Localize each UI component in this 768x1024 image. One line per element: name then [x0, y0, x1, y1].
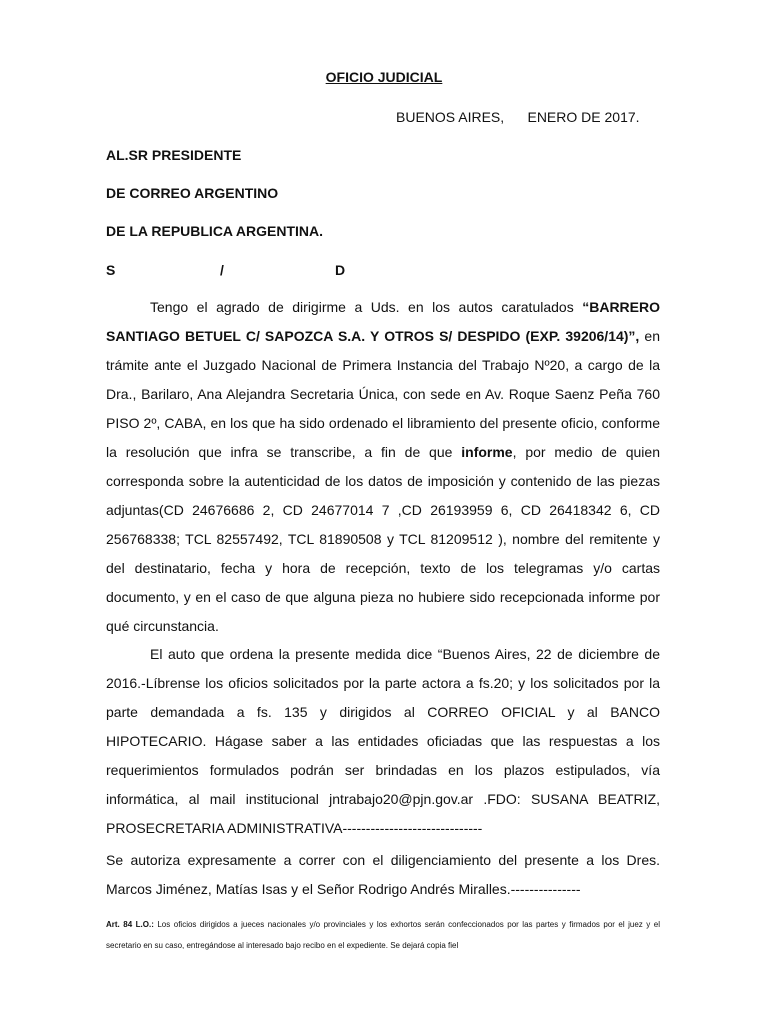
paragraph-2 [106, 640, 660, 843]
para3-text: Se autoriza expresamente a correr con el diligenciamiento del presente a los Dres. Marcos Jiménez, Matías Isas y el Señor Rodrigo Andrés Miralles.--------------- [106, 852, 660, 897]
para1-mid: en trámite ante el Juzgado Nacional de Primera Instancia del Trabajo Nº20, a cargo de la Dra., Barilaro, Ana Alejandra Secretaria Única, con sede en Av. Roque Saenz Peña 760 PISO 2º, CABA, en los que ha sido ordenado el libramiento del presente oficio, conforme la resolución que infra se transcribe, a fin de que [106, 328, 660, 460]
para1-intro: Tengo el agrado de dirigirme a Uds. en los autos caratulados [150, 299, 583, 315]
paragraph-3 [106, 846, 660, 904]
sd-slash: / [220, 262, 224, 278]
addressee-line-1: AL.SR PRESIDENTE [106, 147, 242, 163]
footnote-text: Los oficios dirigidos a jueces nacionales y/o provinciales y los exhortos serán confeccionados por las partes y firmados por el juez y el secretario en su caso, entregándose al interesado bajo recibo en el expediente. Se dejará copia fiel [106, 920, 661, 950]
sd-d: D [335, 262, 346, 278]
addressee-line-2: DE CORREO ARGENTINO [106, 185, 279, 201]
para1-rest: , por medio de quien corresponda sobre la autenticidad de los datos de imposición y contenido de las piezas adjuntas(CD 24676686 2, CD 24677014 7 ,CD 26193959 6, CD 26418342 6, CD 256768338; TCL 82557492, TCL 81890508 y TCL 81209512 ), nombre del remitente y del destinatario, fecha y hora de recepción, texto de los telegramas y/o cartas documento, y en el caso de que alguna pieza no hubiere sido recepcionada informe por qué circunstancia. [106, 444, 660, 634]
footnote [106, 914, 660, 956]
paragraph-1 [106, 293, 660, 641]
sd-line [106, 262, 346, 280]
informe-word: informe [461, 444, 513, 460]
footnote-label: Art. 84 L.O.: [106, 920, 154, 929]
para2-text: El auto que ordena la presente medida dice “Buenos Aires, 22 de diciembre de 2016.-Líbrense los oficios solicitados por la parte actora a fs.20; y los solicitados por la parte demandada a fs. 135 y dirigidos al CORREO OFICIAL y al BANCO HIPOTECARIO. Hágase saber a las entidades oficiadas que las respuestas a los requerimientos formulados podrán ser brindadas en los plazos estipulados, vía informática, al mail institucional jntrabajo20@pjn.gov.ar .FDO: SUSANA BEATRIZ, PROSECRETARIA ADMINISTRATIVA------------------------------ [106, 646, 660, 836]
document-title: OFICIO JUDICIAL [325, 69, 443, 85]
dateline: BUENOS AIRES, ENERO DE 2017. [396, 109, 640, 125]
case-caption: “BARRERO SANTIAGO BETUEL C/ SAPOZCA S.A. Y OTROS S/ DESPIDO (EXP. 39206/14)”, [106, 299, 660, 344]
addressee-line-3: DE LA REPUBLICA ARGENTINA. [106, 223, 323, 239]
sd-s: S [106, 262, 116, 278]
